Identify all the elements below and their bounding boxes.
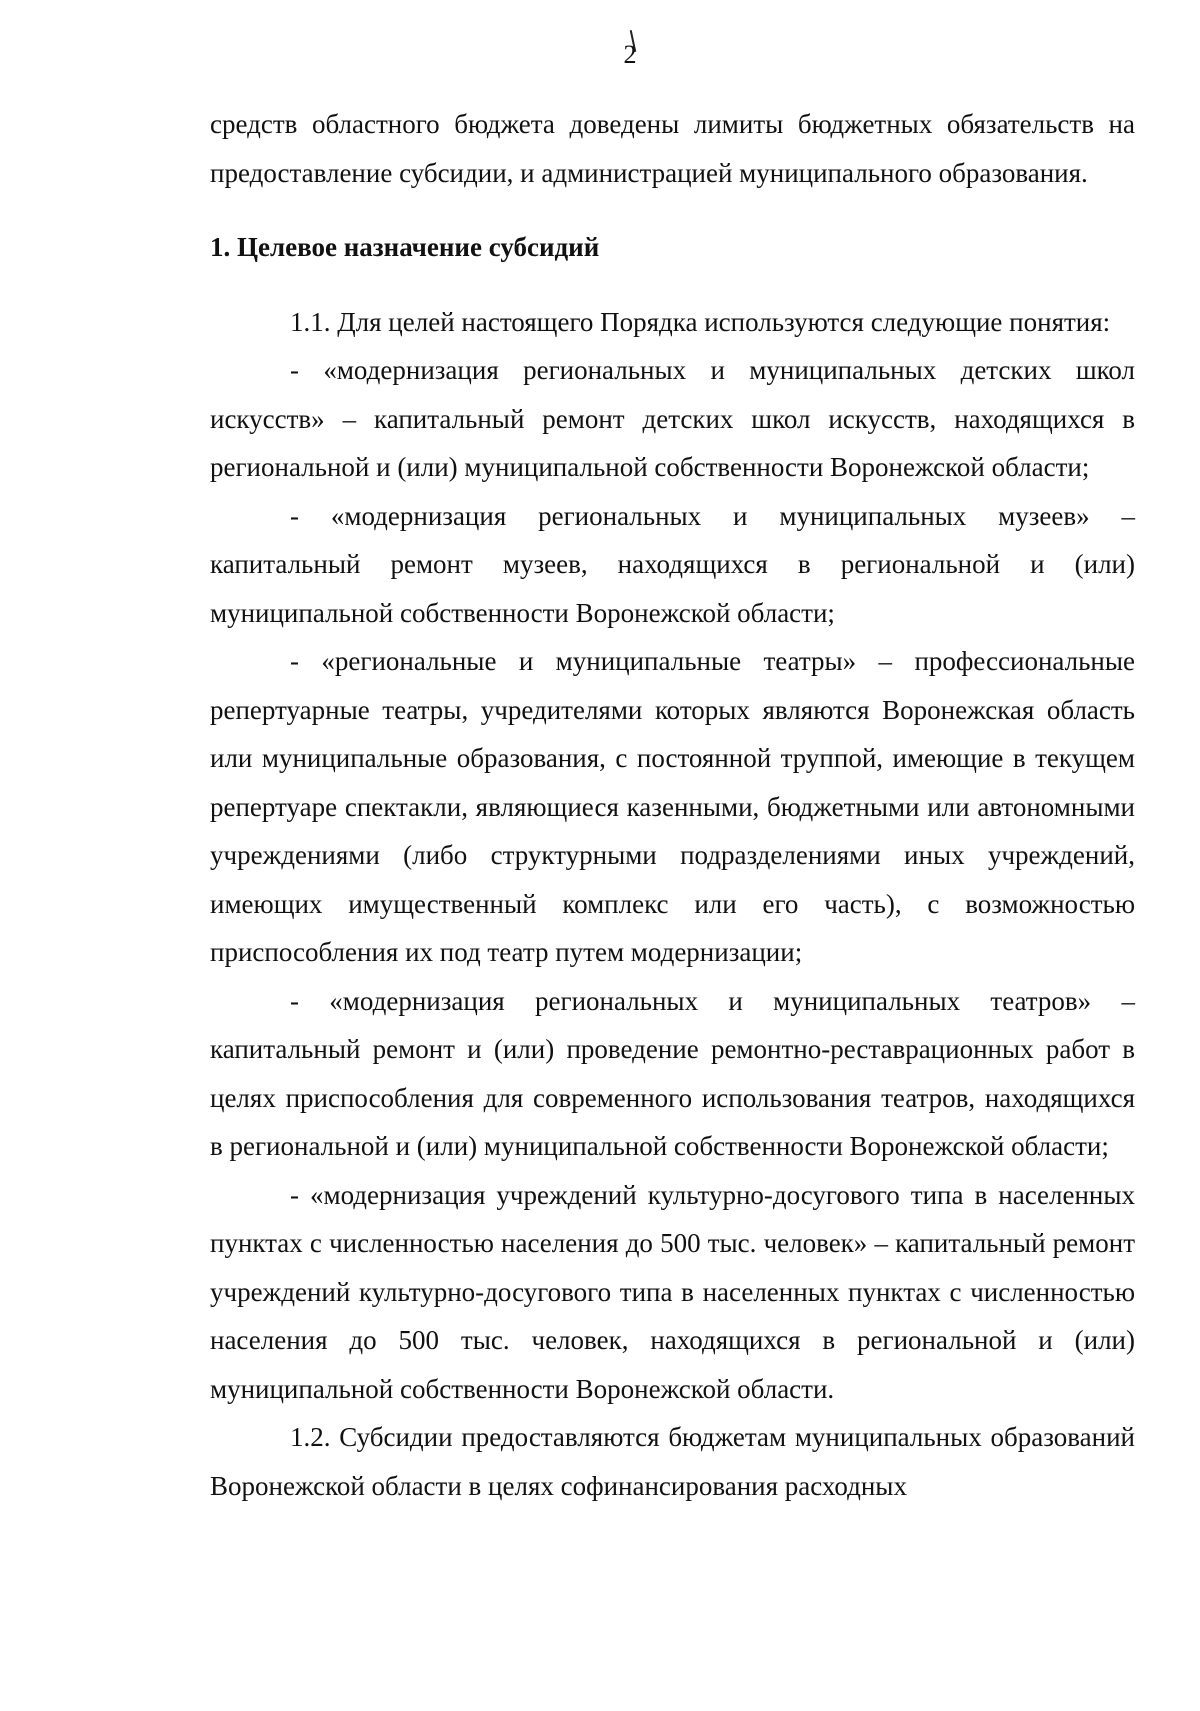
- definition-art-schools: - «модернизация региональных и муниципальных детских школ искусств» – капитальный ремонт детских школ искусств, находящихся в региональной и (или) муниципальной собственности Воронежской области;: [210, 355, 1135, 482]
- paragraph-1-1: 1.1. Для целей настоящего Порядка используются следующие понятия:: [290, 306, 1111, 337]
- definition-theatres: - «региональные и муниципальные театры» – профессиональные репертуарные театры, учредителями которых являются Воронежская область или муниципальные образования, с постоянной труппой, имеющие в текущем репертуаре спектакли, являющиеся казенными, бюджетными или автономными учреждениями (либо структурными подразделениями иных учреждений, имеющих имущественный комплекс или его часть), с возможностью приспособления их под театр путем модернизации;: [210, 646, 1135, 967]
- definition-museums: - «модернизация региональных и муниципальных музеев» – капитальный ремонт музеев, находящихся в региональной и (или) муниципальной собственности Воронежской области;: [210, 500, 1135, 628]
- definition-cultural-institutions: - «модернизация учреждений культурно-досугового типа в населенных пунктах с численностью населения до 500 тыс. человек» – капитальный ремонт учреждений культурно-досугового типа в населенных пунктах с численностью населения до 500 тыс. человек, находящихся в региональной и (или) муниципальной собственности Воронежской области.: [210, 1179, 1135, 1404]
- definition-theatre-modernization: - «модернизация региональных и муниципальных театров» – капитальный ремонт и (или) проведение ремонтно-реставрационных работ в целях приспособления для современного использования театров, находящихся в региональной и (или) муниципальной собственности Воронежской области;: [210, 985, 1135, 1161]
- paragraph-1-2: 1.2. Субсидии предоставляются бюджетам муниципальных образований Воронежской области в целях софинансирования расходных: [210, 1422, 1135, 1501]
- page-number: 2: [623, 40, 637, 69]
- section-heading: 1. Целевое назначение субсидий: [210, 232, 600, 262]
- intro-paragraph: средств областного бюджета доведены лимиты бюджетных обязательств на предоставление субсидии, и администрацией муниципального образования.: [210, 109, 1135, 188]
- document-body: [210, 100, 1135, 1510]
